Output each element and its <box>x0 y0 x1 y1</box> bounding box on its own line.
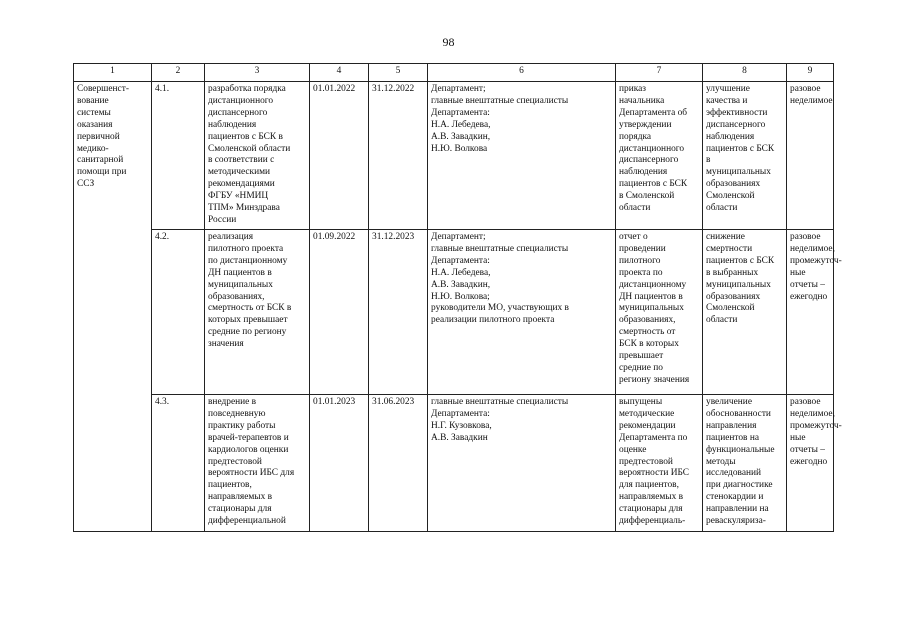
end-date-cell: 31.12.2022 <box>369 82 428 230</box>
end-date-cell: 31.12.2023 <box>369 230 428 395</box>
column-header: 4 <box>310 64 369 82</box>
column-header: 8 <box>703 64 787 82</box>
result-cell: приказ начальника Департамента об утверждении порядка дистанционного диспансерного наблюдения пациентов с БСК в Смоленской области <box>616 82 703 230</box>
start-date-cell: 01.09.2022 <box>310 230 369 395</box>
column-header: 6 <box>428 64 616 82</box>
indicator-cell: увеличение обоснованности направления пациентов на функциональные методы исследований при диагностике стенокардии и направлении на реваскуляриза- <box>703 395 787 532</box>
indicator-cell: улучшение качества и эффективности диспансерного наблюдения пациентов с БСК в муниципальных образованиях Смоленской области <box>703 82 787 230</box>
column-header: 2 <box>152 64 205 82</box>
item-number: 4.2. <box>152 230 205 395</box>
column-header: 5 <box>369 64 428 82</box>
item-number: 4.3. <box>152 395 205 532</box>
indicator-cell: снижение смертности пациентов с БСК в выбранных муниципальных образованиях Смоленской области <box>703 230 787 395</box>
section-cell: Совершенст- вование системы оказания первичной медико- санитарной помощи при ССЗ <box>74 82 152 532</box>
frequency-cell: разовое неделимое, промежуточ- ные отчеты – ежегодно <box>787 395 834 532</box>
table-row <box>74 230 834 395</box>
responsible-cell: Департамент; главные внештатные специалисты Департамента: Н.А. Лебедева, А.В. Завадкин, Н.Ю. Волкова; руководители МО, участвующих в реализации пилотного проекта <box>428 230 616 395</box>
column-header: 1 <box>74 64 152 82</box>
column-header: 3 <box>205 64 310 82</box>
table-row <box>74 82 834 230</box>
responsible-cell: главные внештатные специалисты Департамента: Н.Г. Кузовкова, А.В. Завадкин <box>428 395 616 532</box>
start-date-cell: 01.01.2023 <box>310 395 369 532</box>
activity-cell: внедрение в повседневную практику работы врачей-терапевтов и кардиологов оценки предтестовой вероятности ИБС для пациентов, направляемых в стационары для дифференциальной <box>205 395 310 532</box>
frequency-cell: разовое неделимое, промежуточ- ные отчеты – ежегодно <box>787 230 834 395</box>
responsible-cell: Департамент; главные внештатные специалисты Департамента: Н.А. Лебедева, А.В. Завадкин, Н.Ю. Волкова <box>428 82 616 230</box>
activity-cell: разработка порядка дистанционного диспансерного наблюдения пациентов с БСК в Смоленской области в соответствии с методическими рекомендациями ФГБУ «НМИЦ ТПМ» Минздрава России <box>205 82 310 230</box>
end-date-cell: 31.06.2023 <box>369 395 428 532</box>
frequency-cell: разовое неделимое <box>787 82 834 230</box>
header-row <box>74 64 834 82</box>
activity-cell: реализация пилотного проекта по дистанционному ДН пациентов в муниципальных образованиях, смертность от БСК в которых превышает средние по региону значения <box>205 230 310 395</box>
table-row <box>74 395 834 532</box>
column-header: 9 <box>787 64 834 82</box>
page-number: 98 <box>442 35 455 49</box>
item-number: 4.1. <box>152 82 205 230</box>
activities-table <box>73 63 842 532</box>
start-date-cell: 01.01.2022 <box>310 82 369 230</box>
column-header: 7 <box>616 64 703 82</box>
result-cell: выпущены методические рекомендации Департамента по оценке предтестовой вероятности ИБС для пациентов, направляемых в стационары для дифференциаль- <box>616 395 703 532</box>
result-cell: отчет о проведении пилотного проекта по дистанционному ДН пациентов в муниципальных образованиях, смертность от БСК в которых превышает средние по региону значения <box>616 230 703 395</box>
